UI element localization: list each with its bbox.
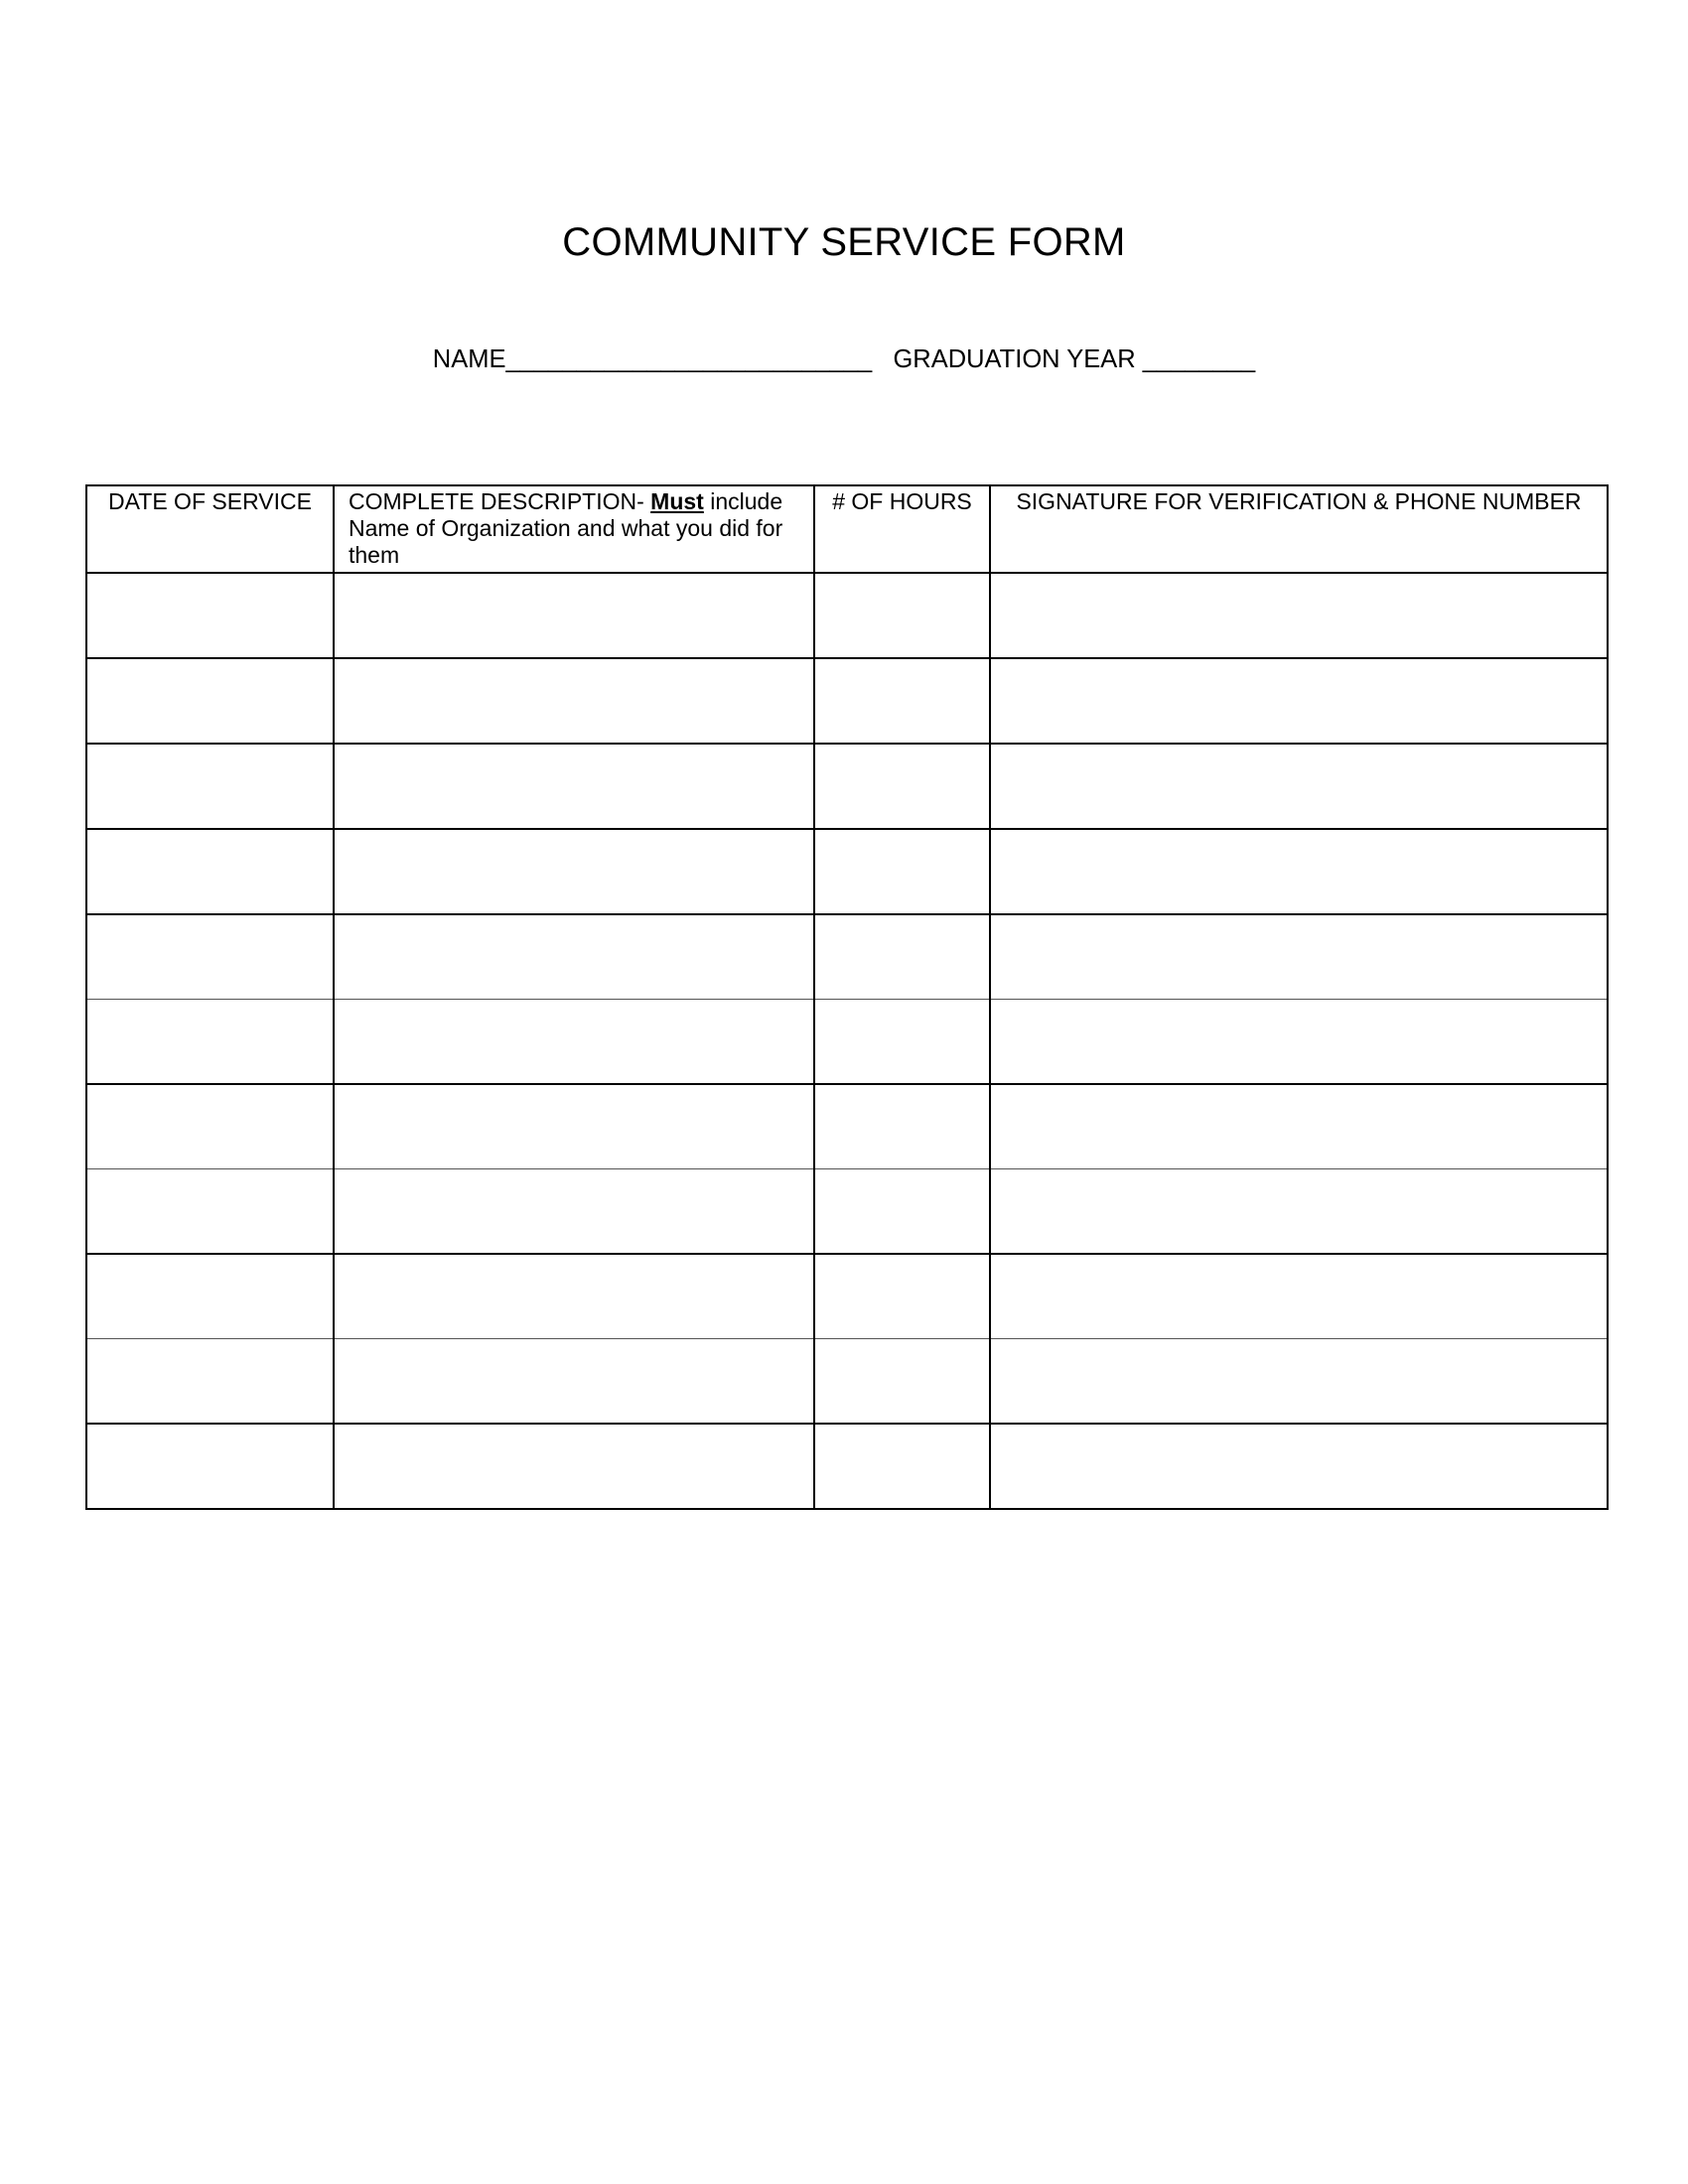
date-cell[interactable]: [86, 573, 334, 658]
form-title: COMMUNITY SERVICE FORM: [562, 220, 1126, 264]
description-cell[interactable]: [334, 1000, 814, 1085]
description-cell[interactable]: [334, 744, 814, 829]
column-header-signature: SIGNATURE FOR VERIFICATION & PHONE NUMBER: [990, 485, 1608, 573]
signature-cell[interactable]: [990, 1424, 1608, 1509]
description-must: Must: [650, 488, 704, 514]
graduation-year-field[interactable]: ________: [1135, 345, 1256, 373]
table-row: [86, 573, 1608, 658]
signature-cell[interactable]: [990, 829, 1608, 914]
description-cell[interactable]: [334, 1169, 814, 1255]
date-cell[interactable]: [86, 1254, 334, 1339]
signature-cell[interactable]: [990, 1169, 1608, 1255]
description-cell[interactable]: [334, 829, 814, 914]
date-cell[interactable]: [86, 1424, 334, 1509]
column-header-date: DATE OF SERVICE: [86, 485, 334, 573]
header-fields: [0, 345, 1688, 374]
signature-cell[interactable]: [990, 1084, 1608, 1169]
description-suffix: include Name of Organization and what you did for them: [349, 488, 783, 568]
service-log-table: [85, 484, 1609, 1510]
date-cell[interactable]: [86, 1339, 334, 1425]
date-cell[interactable]: [86, 1000, 334, 1085]
table-row: [86, 914, 1608, 1000]
table-row: [86, 1084, 1608, 1169]
hours-cell[interactable]: [814, 1169, 990, 1255]
table-header-row: [86, 485, 1608, 573]
signature-cell[interactable]: [990, 658, 1608, 744]
signature-cell[interactable]: [990, 914, 1608, 1000]
hours-cell[interactable]: [814, 658, 990, 744]
signature-cell[interactable]: [990, 1339, 1608, 1425]
table-body: [86, 573, 1608, 1509]
signature-cell[interactable]: [990, 1000, 1608, 1085]
description-cell[interactable]: [334, 573, 814, 658]
date-cell[interactable]: [86, 658, 334, 744]
hours-cell[interactable]: [814, 573, 990, 658]
table-row: [86, 1339, 1608, 1425]
table-row: [86, 1000, 1608, 1085]
date-cell[interactable]: [86, 1169, 334, 1255]
graduation-year-label: GRADUATION YEAR: [893, 345, 1136, 373]
date-cell[interactable]: [86, 1084, 334, 1169]
column-header-description: [334, 485, 814, 573]
signature-cell[interactable]: [990, 1254, 1608, 1339]
signature-cell[interactable]: [990, 744, 1608, 829]
description-cell[interactable]: [334, 1339, 814, 1425]
date-cell[interactable]: [86, 829, 334, 914]
hours-cell[interactable]: [814, 1339, 990, 1425]
table-row: [86, 658, 1608, 744]
description-cell[interactable]: [334, 1254, 814, 1339]
hours-cell[interactable]: [814, 829, 990, 914]
date-cell[interactable]: [86, 744, 334, 829]
field-gap: [872, 345, 893, 373]
table-row: [86, 1169, 1608, 1255]
hours-cell[interactable]: [814, 1424, 990, 1509]
column-header-hours: # OF HOURS: [814, 485, 990, 573]
description-cell[interactable]: [334, 1424, 814, 1509]
table-row: [86, 829, 1608, 914]
table-row: [86, 1424, 1608, 1509]
hours-cell[interactable]: [814, 744, 990, 829]
hours-cell[interactable]: [814, 914, 990, 1000]
hours-cell[interactable]: [814, 1000, 990, 1085]
description-cell[interactable]: [334, 914, 814, 1000]
hours-cell[interactable]: [814, 1084, 990, 1169]
name-label: NAME: [432, 345, 506, 373]
date-cell[interactable]: [86, 914, 334, 1000]
signature-cell[interactable]: [990, 573, 1608, 658]
hours-cell[interactable]: [814, 1254, 990, 1339]
name-field[interactable]: __________________________: [505, 345, 873, 373]
table-row: [86, 1254, 1608, 1339]
table-row: [86, 744, 1608, 829]
description-cell[interactable]: [334, 658, 814, 744]
description-prefix: COMPLETE DESCRIPTION-: [349, 488, 651, 514]
description-cell[interactable]: [334, 1084, 814, 1169]
